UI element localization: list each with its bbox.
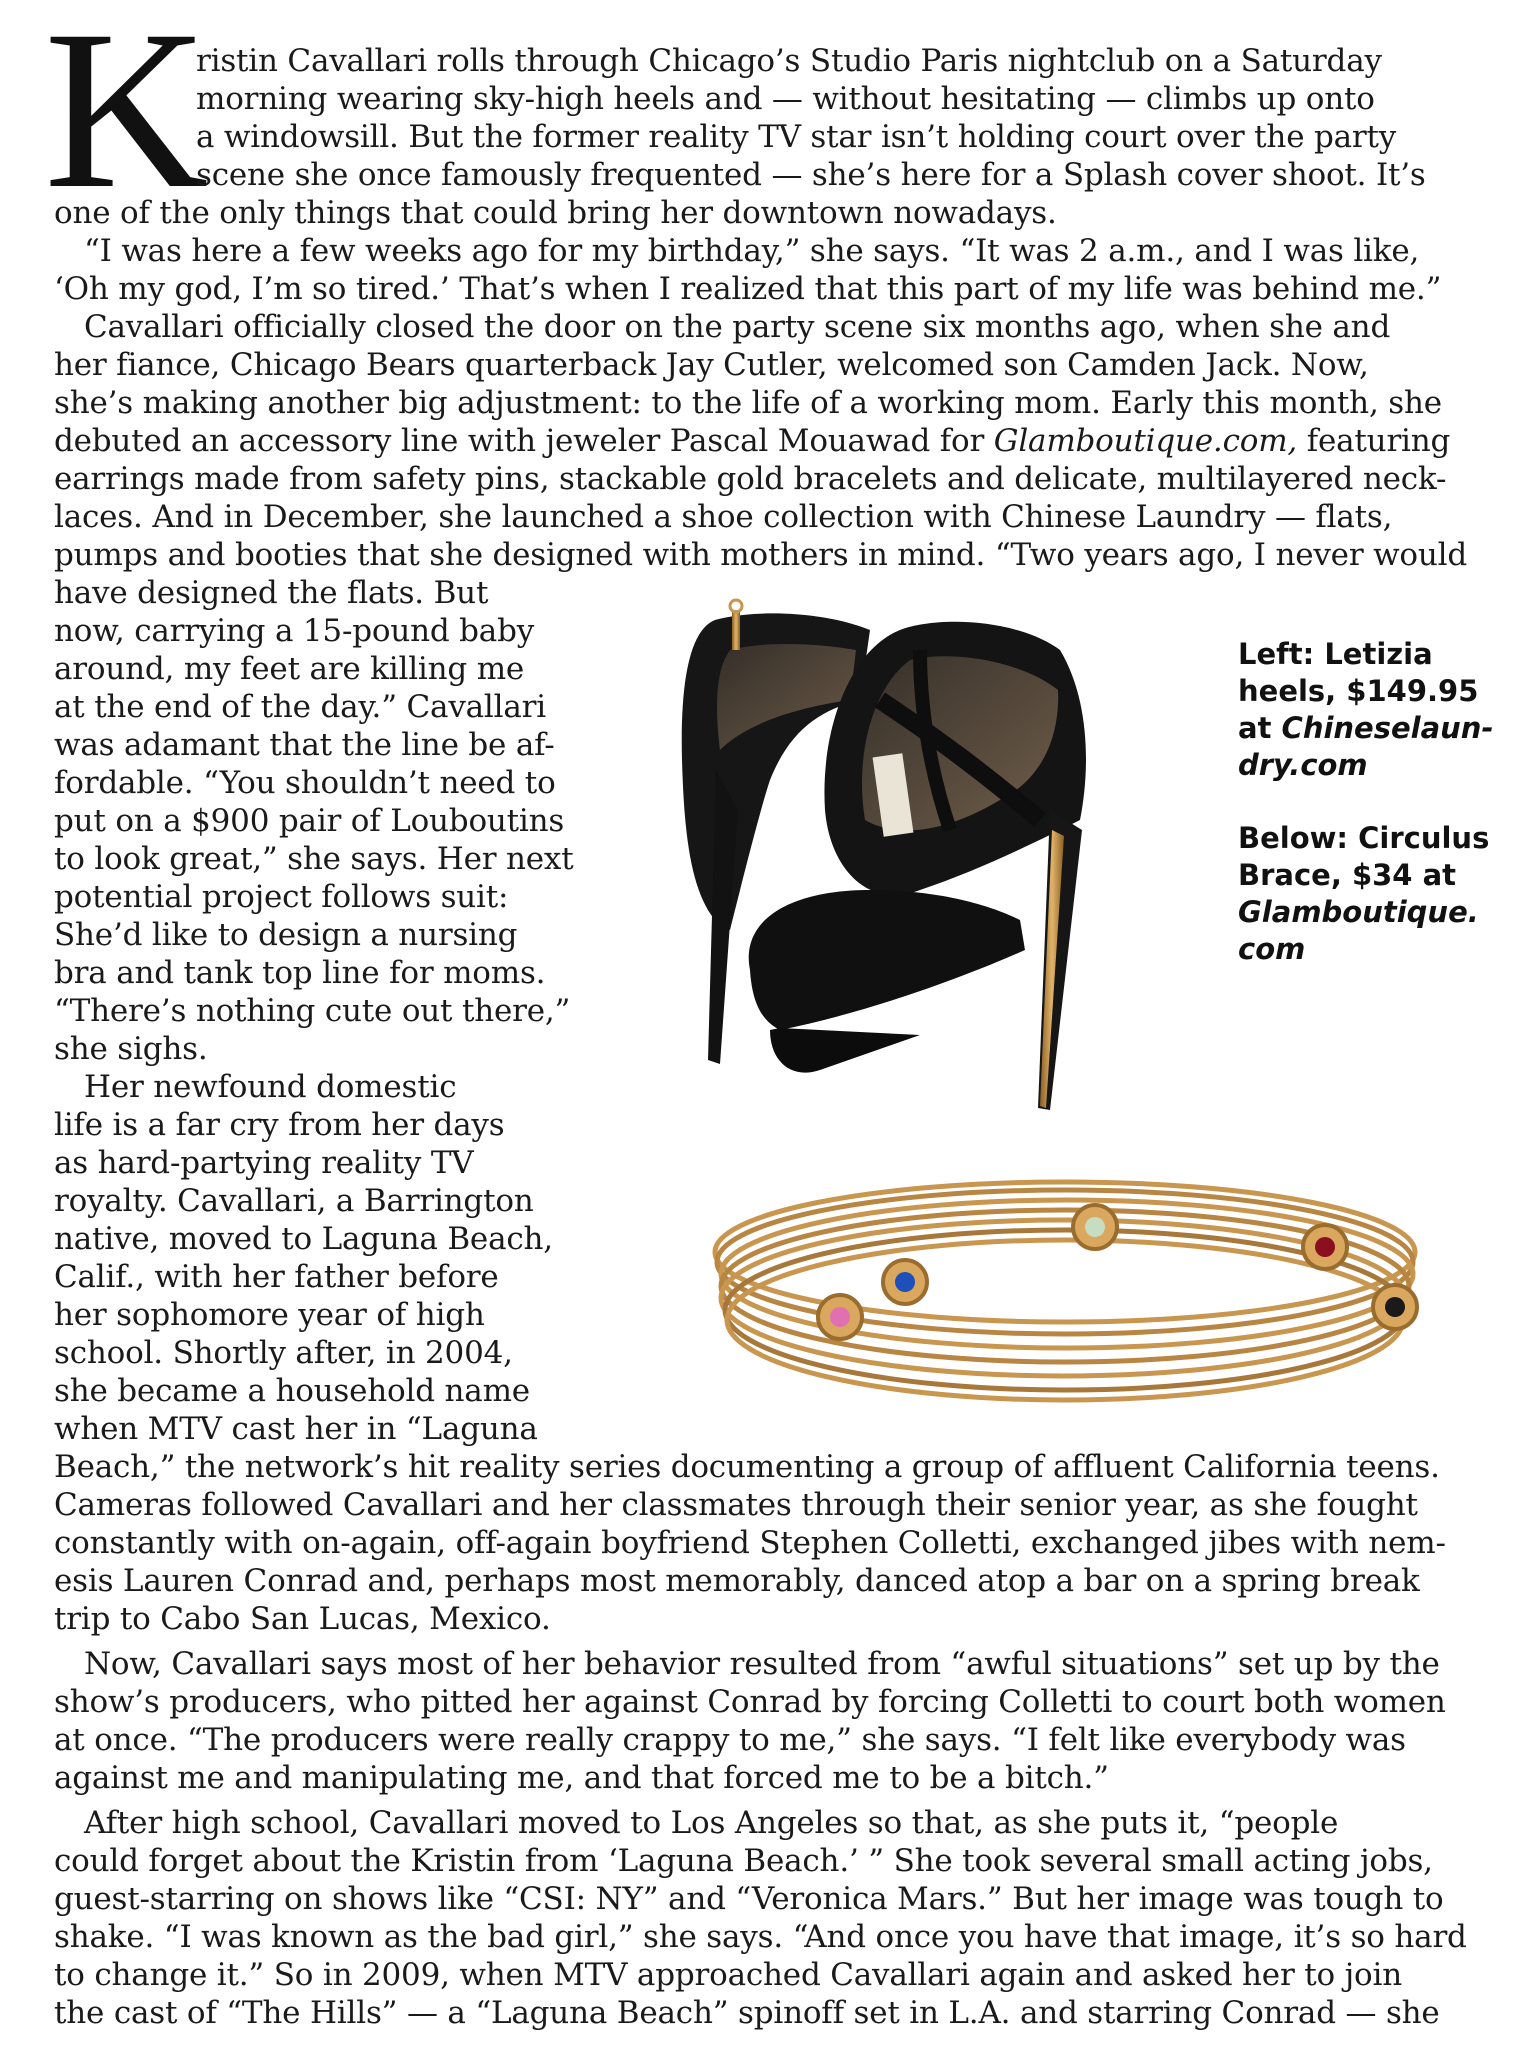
bracelet-bands (715, 1182, 1415, 1400)
body-line: as hard-partying reality TV (54, 1145, 474, 1181)
body-line: at once. “The producers were really crappy to me,” she says. “I felt like everybody was (54, 1722, 1406, 1758)
body-line: scene she once famously frequented — she’s here for a Splash cover shoot. It’s (196, 157, 1426, 193)
body-line: around, my feet are killing me (54, 651, 525, 687)
body-line: “There’s nothing cute out there,” (54, 993, 571, 1029)
body-line: Calif., with her father before (54, 1259, 499, 1295)
body-line: against me and manipulating me, and that forced me to be a bitch.” (54, 1760, 1109, 1796)
body-line: earrings made from safety pins, stackable gold bracelets and delicate, multilayered neck- (54, 461, 1447, 497)
body-line: the cast of “The Hills” — a “Laguna Beach” spinoff set in L.A. and starring Conrad — she (54, 1995, 1440, 2031)
body-line: put on a $900 pair of Louboutins (54, 803, 565, 839)
body-line: life is a far cry from her days (54, 1107, 505, 1143)
body-line: debuted an accessory line with jeweler Pascal Mouawad for Glamboutique.com, featuring (54, 423, 1451, 459)
body-line: esis Lauren Conrad and, perhaps most memorably, danced atop a bar on a spring break (54, 1563, 1420, 1599)
body-line: ‘Oh my god, I’m so tired.’ That’s when I realized that this part of my life was behind me.” (54, 271, 1442, 307)
body-line: Cameras followed Cavallari and her classmates through their senior year, as she fought (54, 1487, 1418, 1523)
body-line: laces. And in December, she launched a shoe collection with Chinese Laundry — flats, (54, 499, 1393, 535)
body-line: pumps and booties that she designed with mothers in mind. “Two years ago, I never would (54, 537, 1468, 573)
body-line: Her newfound domestic (84, 1069, 457, 1105)
body-line: a windowsill. But the former reality TV star isn’t holding court over the party (196, 119, 1397, 155)
body-line: to look great,” she says. Her next (54, 841, 574, 877)
body-line: Beach,” the network’s hit reality series documenting a group of affluent California teens. (54, 1449, 1440, 1485)
body-line: was adamant that the line be af- (54, 727, 555, 763)
body-line: one of the only things that could bring her downtown nowadays. (54, 195, 1057, 231)
body-line: fordable. “You shouldn’t need to (54, 765, 556, 801)
body-line: ristin Cavallari rolls through Chicago’s Studio Paris nightclub on a Saturday (196, 43, 1382, 79)
body-line: After high school, Cavallari moved to Los Angeles so that, as she puts it, “people (84, 1805, 1339, 1841)
body-line: She’d like to design a nursing (54, 917, 518, 953)
circulus-bracelet-image (705, 1142, 1425, 1442)
body-line: bra and tank top line for moms. (54, 955, 546, 991)
body-line: now, carrying a 15-pound baby (54, 613, 535, 649)
body-line: constantly with on-again, off-again boyfriend Stephen Colletti, exchanged jibes with nem- (54, 1525, 1446, 1561)
body-line: shake. “I was known as the bad girl,” she says. “And once you have that image, it’s so hard (54, 1919, 1467, 1955)
body-line: have designed the flats. But (54, 575, 489, 611)
caption-bracelet: Below: Circulus Brace, $34 at Glamboutique. com (1238, 821, 1490, 966)
body-line: could forget about the Kristin from ‘Laguna Beach.’ ” She took several small acting jobs, (54, 1843, 1433, 1879)
body-line: Now, Cavallari says most of her behavior resulted from “awful situations” set up by the (84, 1646, 1440, 1682)
body-line: she became a household name (54, 1373, 530, 1409)
body-line: she sighs. (54, 1031, 208, 1067)
body-line: royalty. Cavallari, a Barrington (54, 1183, 534, 1219)
letizia-heels-image (620, 590, 1240, 1150)
body-line: morning wearing sky-high heels and — without hesitating — climbs up onto (196, 81, 1375, 117)
body-line: Cavallari officially closed the door on the party scene six months ago, when she and (84, 309, 1391, 345)
drop-cap: K (44, 0, 209, 236)
body-line: at the end of the day.” Cavallari (54, 689, 546, 725)
body-line: “I was here a few weeks ago for my birthday,” she says. “It was 2 a.m., and I was like, (84, 233, 1420, 269)
caption-heels: Left: Letizia heels, $149.95 at Chineselaun- dry.com (1238, 637, 1494, 782)
body-line: her sophomore year of high (54, 1297, 485, 1333)
body-line: guest-starring on shows like “CSI: NY” and “Veronica Mars.” But her image was tough to (54, 1881, 1444, 1917)
body-line: she’s making another big adjustment: to the life of a working mom. Early this month, she (54, 385, 1442, 421)
glamboutique-link-text: Glamboutique.com, (993, 423, 1298, 459)
body-line: native, moved to Laguna Beach, (54, 1221, 553, 1257)
body-line: show’s producers, who pitted her against Conrad by forcing Colletti to court both women (54, 1684, 1446, 1720)
body-line: to change it.” So in 2009, when MTV approached Cavallari again and asked her to join (54, 1957, 1402, 1993)
body-line: trip to Cabo San Lucas, Mexico. (54, 1601, 551, 1637)
body-line: potential project follows suit: (54, 879, 509, 915)
body-line: school. Shortly after, in 2004, (54, 1335, 513, 1371)
body-line: when MTV cast her in “Laguna (54, 1411, 538, 1447)
body-line: her fiance, Chicago Bears quarterback Jay Cutler, welcomed son Camden Jack. Now, (54, 347, 1369, 383)
